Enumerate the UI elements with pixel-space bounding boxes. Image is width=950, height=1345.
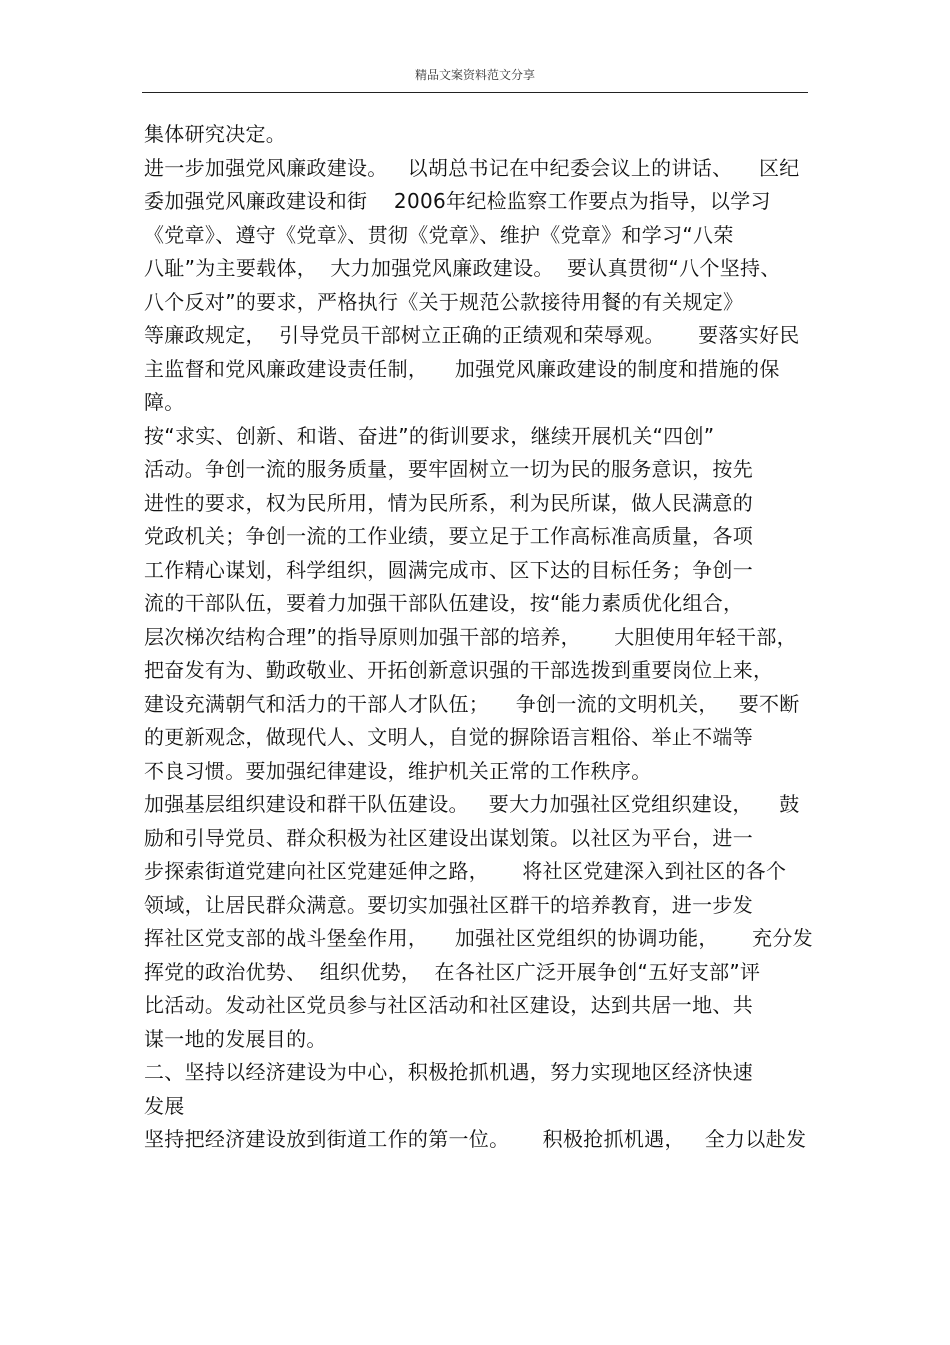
- text-line: 把奋发有为、勤政敬业、开拓创新意识强的干部选拨到重要岗位上来，: [144, 658, 774, 682]
- text-line: 坚持把经济建设放到街道工作的第一位。 积极抢抓机遇， 全力以赴发: [144, 1127, 807, 1151]
- text-line: 比活动。发动社区党员参与社区活动和社区建设，达到共居一地、共: [144, 993, 753, 1017]
- text-line: 励和引导党员、群众积极为社区建设出谋划策。以社区为平台，进一: [144, 825, 753, 850]
- text-line: 主监督和党风廉政建设责任制， 加强党风廉政建设的制度和措施的保: [144, 356, 780, 381]
- text-line: 工作精心谋划，科学组织，圆满完成市、区下达的目标任务；争创一: [144, 557, 753, 582]
- text-line: 等廉政规定， 引导党员干部树立正确的正绩观和荣辱观。 要落实好民: [144, 323, 800, 347]
- text-line: 二、坚持以经济建设为中心，积极抢抓机遇，努力实现地区经济快速: [144, 1060, 753, 1084]
- text-line: 挥党的政治优势、 组织优势， 在各社区广泛开展争创“五好支部”评: [144, 959, 761, 984]
- text-line: 障。: [144, 390, 185, 414]
- text-line: 步探索街道党建向社区党建延伸之路， 将社区党建深入到社区的各个: [144, 859, 787, 883]
- page-header: [142, 64, 808, 93]
- text-line: 进性的要求，权为民所用，情为民所系，利为民所谋，做人民满意的: [144, 490, 753, 515]
- text-line: 谋一地的发展目的。: [144, 1026, 327, 1051]
- text-line: 集体研究决定。: [144, 122, 287, 146]
- text-line: 领域，让居民群众满意。要切实加强社区群干的培养教育，进一步发: [144, 892, 753, 917]
- text-line: 《党章》、遵守《党章》、贯彻《党章》、维护《党章》和学习“八荣: [144, 222, 734, 247]
- text-line: 不良习惯。要加强纪律建设，维护机关正常的工作秩序。: [144, 758, 652, 783]
- header-title: 精品文案资料范文分享: [414, 68, 535, 82]
- text-line: 八耻”为主要载体， 大力加强党风廉政建设。 要认真贯彻“八个坚持、: [144, 256, 781, 280]
- text-line: 按“求实、创新、和谐、奋进”的街训要求，继续开展机关“四创”: [144, 423, 715, 448]
- text-line: 活动。争创一流的服务质量，要牢固树立一切为民的服务意识，按先: [144, 457, 753, 481]
- text-line: 委加强党风廉政建设和街 2006年纪检监察工作要点为指导，以学习: [144, 189, 771, 213]
- text-line: 进一步加强党风廉政建设。 以胡总书记在中纪委会议上的讲话、 区纪: [144, 155, 800, 180]
- text-line: 层次梯次结构合理”的指导原则加强干部的培养， 大胆使用年轻干部，: [144, 624, 797, 649]
- text-line: 八个反对”的要求，严格执行《关于规范公款接待用餐的有关规定》: [144, 289, 744, 314]
- text-line: 发展: [144, 1093, 185, 1118]
- text-line: 建设充满朝气和活力的干部人才队伍； 争创一流的文明机关， 要不断: [144, 691, 800, 716]
- text-line: 流的干部队伍，要着力加强干部队伍建设，按“能力素质优化组合，: [144, 591, 744, 615]
- text-line: 加强基层组织建设和群干队伍建设。 要大力加强社区党组织建设， 鼓: [144, 792, 800, 816]
- text-line: 的更新观念，做现代人、文明人，自觉的摒除语言粗俗、举止不端等: [144, 725, 753, 749]
- text-line: 党政机关；争创一流的工作业绩，要立足于工作高标准高质量，各项: [144, 524, 753, 548]
- document-body: [144, 118, 813, 1157]
- text-line: 挥社区党支部的战斗堡垒作用， 加强社区党组织的协调功能， 充分发: [144, 926, 813, 950]
